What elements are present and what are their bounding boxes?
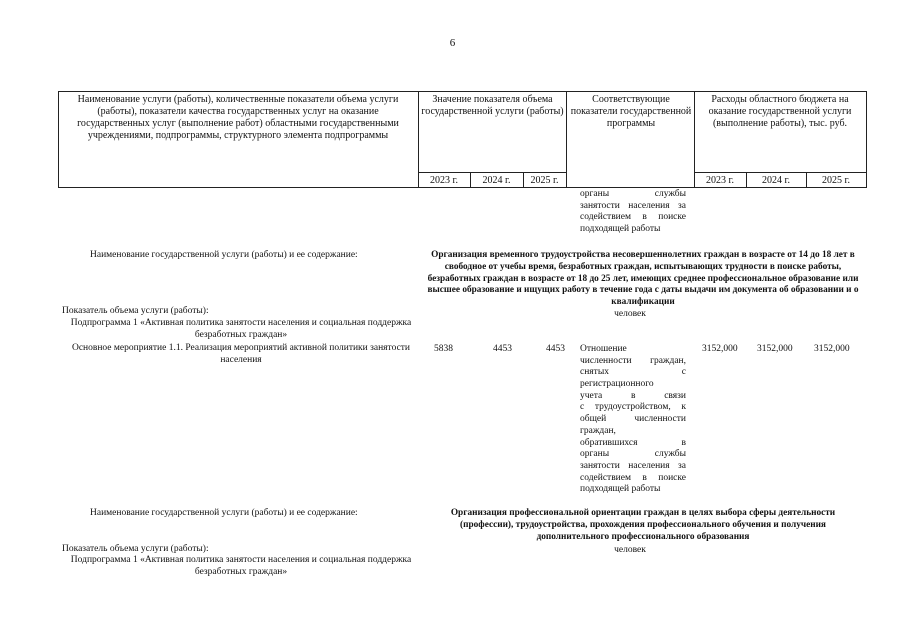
header-year-value-3: 2025 г. [530,175,559,186]
subprogram: Подпрограмма 1 «Активная политика занятости населения и социальная поддержка безработных граждан» [70,318,412,340]
page-number: 6 [449,37,456,49]
service-label: Наименование государственной услуги (работы) и ее содержание: [90,250,358,260]
program-indicator: Отношение численности граждан, снятых с регистрационного учета в связи с трудоустройством, к общей численности граждан, обратившихся в органы службы занятости населения за содействием в поиске подходящей работы [580,344,686,495]
service-title: Организация временного трудоустройства несовершеннолетних граждан в возрасте от 14 до 18 лет в свободное от учебы время, безработных граждан, испытывающих трудности в поиске работы, безработных граждан в возрасте от 18 до 25 лет, имеющих среднее профессиональное образование или высшее образование и ищущих работу в течение года с даты выдачи им документа об образовании и о квалификации [427,250,859,308]
budget-2025: 3152,000 [814,344,850,354]
header-year-value-2: 2024 г. [482,175,511,186]
volume-label: Показатель объема услуги (работы): [62,306,209,316]
header-col-service-name: Наименование услуги (работы), количественные показатели объема услуги (работы), показатели качества государственных услуг на оказание государственных услуг (выполнение работ) областными государственными учреждениями, подпрограммы, структурного элемента подпрограммы [77,94,399,141]
carryover-indicator: органы службы занятости населения за содействием в поиске подходящей работы [580,189,686,235]
budget-2023: 3152,000 [702,344,738,354]
budget-2024: 3152,000 [757,344,793,354]
header-year-value-1: 2023 г. [430,175,458,186]
value-2024: 4453 [493,344,512,354]
header-year-budget-2: 2024 г. [762,175,790,186]
header-year-budget-1: 2023 г. [706,175,734,186]
header-col-program-indicators: Соответствующие показатели государственной программы [570,94,692,129]
header-year-budget-3: 2025 г. [822,175,850,186]
main-measure: Основное мероприятие 1.1. Реализация мероприятий активной политики занятости населения [71,343,411,365]
service-title: Организация профессиональной ориентации граждан в целях выбора сферы деятельности (профессии), трудоустройства, прохождения профессионального обучения и получения дополнительного профессионального образования [450,508,836,542]
value-2025: 4453 [546,344,565,354]
volume-label: Показатель объема услуги (работы): [62,544,209,554]
service-label: Наименование государственной услуги (работы) и ее содержание: [90,508,358,518]
value-2023: 5838 [434,344,453,354]
header-col-volume-value: Значение показателя объема государственной услуги (работы) [421,94,564,117]
header-col-budget: Расходы областного бюджета на оказание государственной услуги (выполнение работы), тыс. руб. [708,94,852,129]
subprogram: Подпрограмма 1 «Активная политика занятости населения и социальная поддержка безработных граждан» [70,555,412,577]
unit-label: человек [614,545,646,555]
unit-label: человек [614,309,646,319]
